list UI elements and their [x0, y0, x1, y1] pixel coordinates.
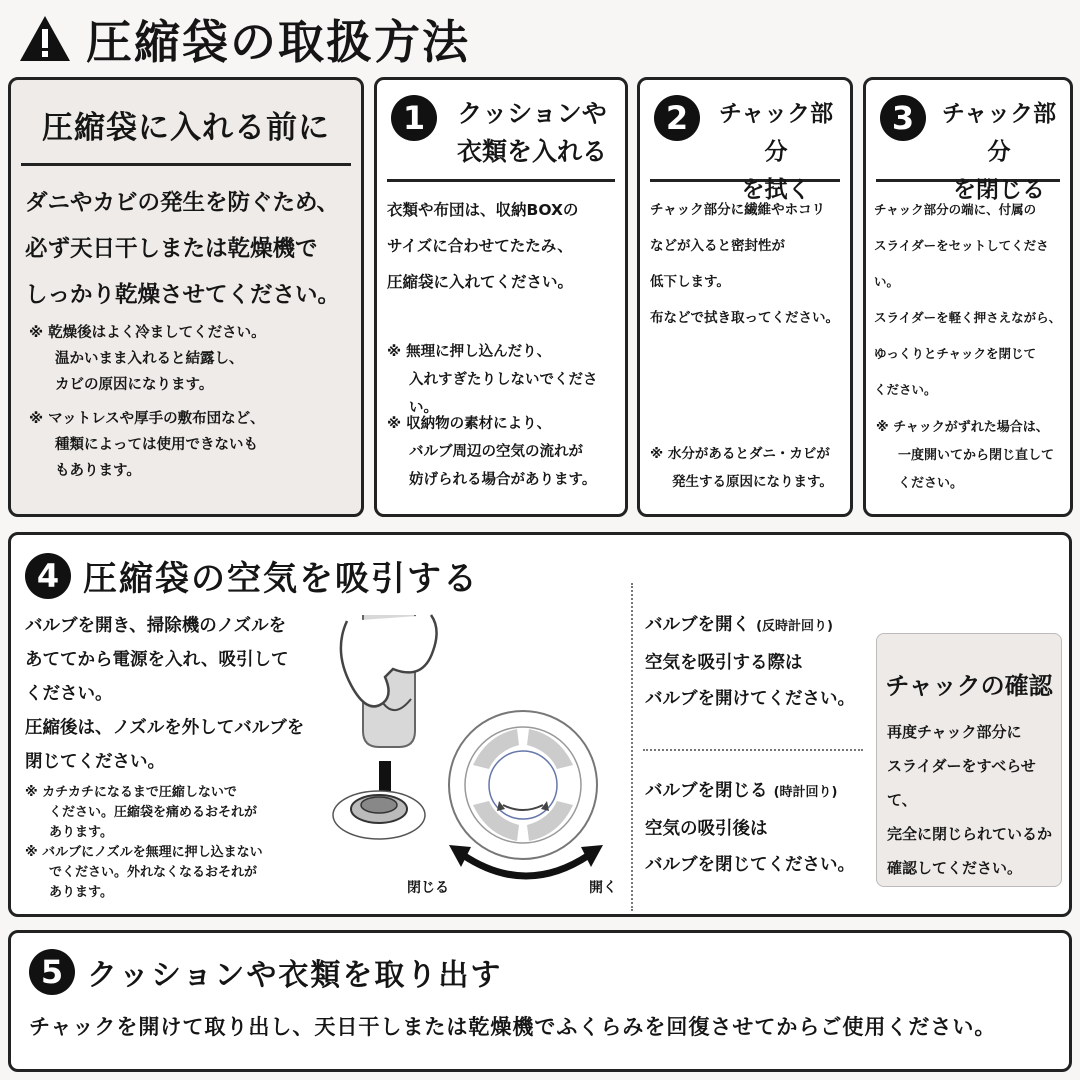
inst-line: バルブを開き、掃除機のノズルを	[25, 616, 287, 636]
title-line: 衣類を入れる	[456, 137, 607, 166]
note-line: ※ 収納物の素材により、	[387, 416, 552, 432]
valve-open-block	[645, 607, 855, 717]
confirm-line: 完全に閉じられているか	[887, 825, 1053, 843]
inst-line: ください。	[25, 684, 113, 704]
step-2-note-1	[650, 440, 844, 496]
body-line: チャック部分の端に、付属の	[874, 202, 1037, 217]
step-1-panel	[374, 77, 628, 517]
note-line: もあります。	[55, 463, 141, 479]
step-2-panel	[637, 77, 853, 517]
page-header	[18, 8, 470, 70]
note-line: 種類によっては使用できないも	[55, 437, 258, 453]
note-line: バルブ周辺の空気の流れが	[409, 444, 583, 460]
before-note-1	[11, 320, 361, 398]
step-5-title: クッションや衣類を取り出す	[87, 958, 503, 993]
title-line: を拭く	[741, 177, 811, 203]
body-line: スライダーをセットしてください。	[874, 238, 1049, 289]
valve-close-line: 空気の吸引後は	[645, 819, 768, 839]
inst-line: 閉じてください。	[25, 752, 165, 772]
dotted-divider	[631, 583, 633, 911]
note-line: ※ バルブにノズルを無理に押し込まない	[25, 845, 263, 860]
valve-close-line: バルブを閉じてください。	[645, 855, 855, 875]
step-2-body	[640, 182, 850, 336]
note-line: でください。外れなくなるおそれが	[49, 865, 258, 880]
lead-line: 必ず天日干しまたは乾燥機で	[25, 236, 318, 262]
before-title: 圧縮袋に入れる前に	[42, 110, 330, 146]
valve-open-line: バルブを開けてください。	[645, 689, 855, 709]
note-line: 一度開いてから閉じ直して	[898, 448, 1055, 463]
valve-close-direction: (時計回り)	[773, 785, 838, 800]
body-line: ください。	[874, 382, 937, 397]
note-line: ※ 水分があるとダニ・カビが	[650, 446, 830, 462]
step-3-panel	[863, 77, 1073, 517]
zipper-confirm-card	[876, 633, 1062, 887]
lead-line: ダニやカビの発生を防ぐため、	[25, 190, 340, 216]
body-line: ゆっくりとチャックを閉じて	[874, 346, 1037, 361]
note-line: あります。	[49, 825, 113, 840]
step-number-1: 1	[391, 95, 437, 141]
step-number-4: 4	[25, 553, 71, 599]
note-line: 妨げられる場合があります。	[409, 472, 597, 488]
note-line: ※ マットレスや厚手の敷布団など、	[29, 411, 265, 427]
lead-line: しっかり乾燥させてください。	[25, 282, 341, 308]
note-line: カビの原因になります。	[55, 377, 214, 393]
note-line: あります。	[49, 885, 113, 900]
confirm-line: スライダーをすべらせて、	[887, 757, 1036, 809]
label-close: 閉じる	[407, 880, 449, 896]
body-line: 布などで拭き取ってください。	[650, 310, 839, 326]
valve-open-title: バルブを開く	[645, 615, 750, 635]
step-5-body: チャックを開けて取り出し、天日干しまたは乾燥機でふくらみを回復させてからご使用ください。	[29, 1015, 997, 1039]
note-line: ※ カチカチになるまで圧縮しないで	[25, 785, 237, 800]
valve-close-block	[645, 773, 855, 883]
step-number-3: 3	[880, 95, 926, 141]
valve-open-line: 空気を吸引する際は	[645, 653, 803, 673]
confirm-title: チャックの確認	[885, 672, 1053, 700]
note-line: ※ 無理に押し込んだり、	[387, 344, 552, 360]
body-line: 衣類や布団は、収納BOXの	[387, 201, 579, 219]
body-line: スライダーを軽く押さえながら、	[874, 310, 1062, 325]
dotted-divider	[643, 749, 863, 751]
note-line: 発生する原因になります。	[672, 474, 833, 490]
step-4-notes	[25, 783, 263, 903]
inst-line: 圧縮後は、ノズルを外してバルブを	[25, 718, 305, 738]
step-4-instructions	[25, 609, 304, 779]
note-line: ※ チャックがずれた場合は、	[876, 420, 1049, 435]
step-3-body	[866, 182, 1070, 408]
step-1-note-2	[387, 410, 619, 494]
before-note-2	[11, 406, 361, 484]
step-number-2: 2	[654, 95, 700, 141]
step-1-header	[377, 80, 625, 175]
step-1-title	[447, 95, 617, 171]
step-4-header	[25, 551, 479, 600]
step-5-panel	[8, 930, 1072, 1072]
title-line: を閉じる	[953, 177, 1045, 203]
body-line: 低下します。	[650, 274, 730, 290]
page-title: 圧縮袋の取扱方法	[86, 15, 470, 69]
step-number-5: 5	[29, 949, 75, 995]
note-line: 温かいまま入れると結露し、	[55, 351, 244, 367]
warning-icon	[18, 14, 72, 64]
divider	[21, 163, 351, 166]
valve-close-title: バルブを閉じる	[645, 781, 768, 801]
before-lead	[11, 180, 361, 318]
before-panel	[8, 77, 364, 517]
step-5-header	[29, 949, 502, 995]
step-2-header	[640, 80, 850, 203]
body-line: 圧縮袋に入れてください。	[387, 273, 574, 291]
inst-line: あててから電源を入れ、吸引して	[25, 650, 289, 670]
step-1-body	[377, 182, 625, 300]
valve-open-direction: (反時計回り)	[756, 619, 833, 634]
note-line: ※ 乾燥後はよく冷ましてください。	[29, 325, 266, 341]
title-line: チャック部分	[941, 101, 1057, 165]
body-line: チャック部分に繊維やホコリ	[650, 202, 826, 218]
label-open: 開く	[589, 880, 617, 896]
title-line: クッションや	[457, 99, 607, 128]
step-3-header	[866, 80, 1070, 203]
note-line: ください。	[898, 476, 964, 491]
title-line: チャック部分	[718, 101, 834, 165]
step-3-note-1	[876, 414, 1064, 498]
note-line: 入れすぎたりしないでください。	[409, 372, 598, 416]
note-line: ください。圧縮袋を痛めるおそれが	[49, 805, 258, 820]
step-4-title: 圧縮袋の空気を吸引する	[83, 559, 479, 599]
body-line: サイズに合わせてたたみ、	[387, 237, 573, 255]
confirm-body	[877, 701, 1061, 885]
confirm-line: 確認してください。	[887, 859, 1023, 877]
confirm-line: 再度チャック部分に	[887, 723, 1022, 741]
valve-closeup-small	[329, 775, 429, 845]
rotate-arrow-icon	[441, 825, 611, 885]
body-line: などが入ると密封性が	[650, 238, 785, 254]
step-4-panel	[8, 532, 1072, 917]
